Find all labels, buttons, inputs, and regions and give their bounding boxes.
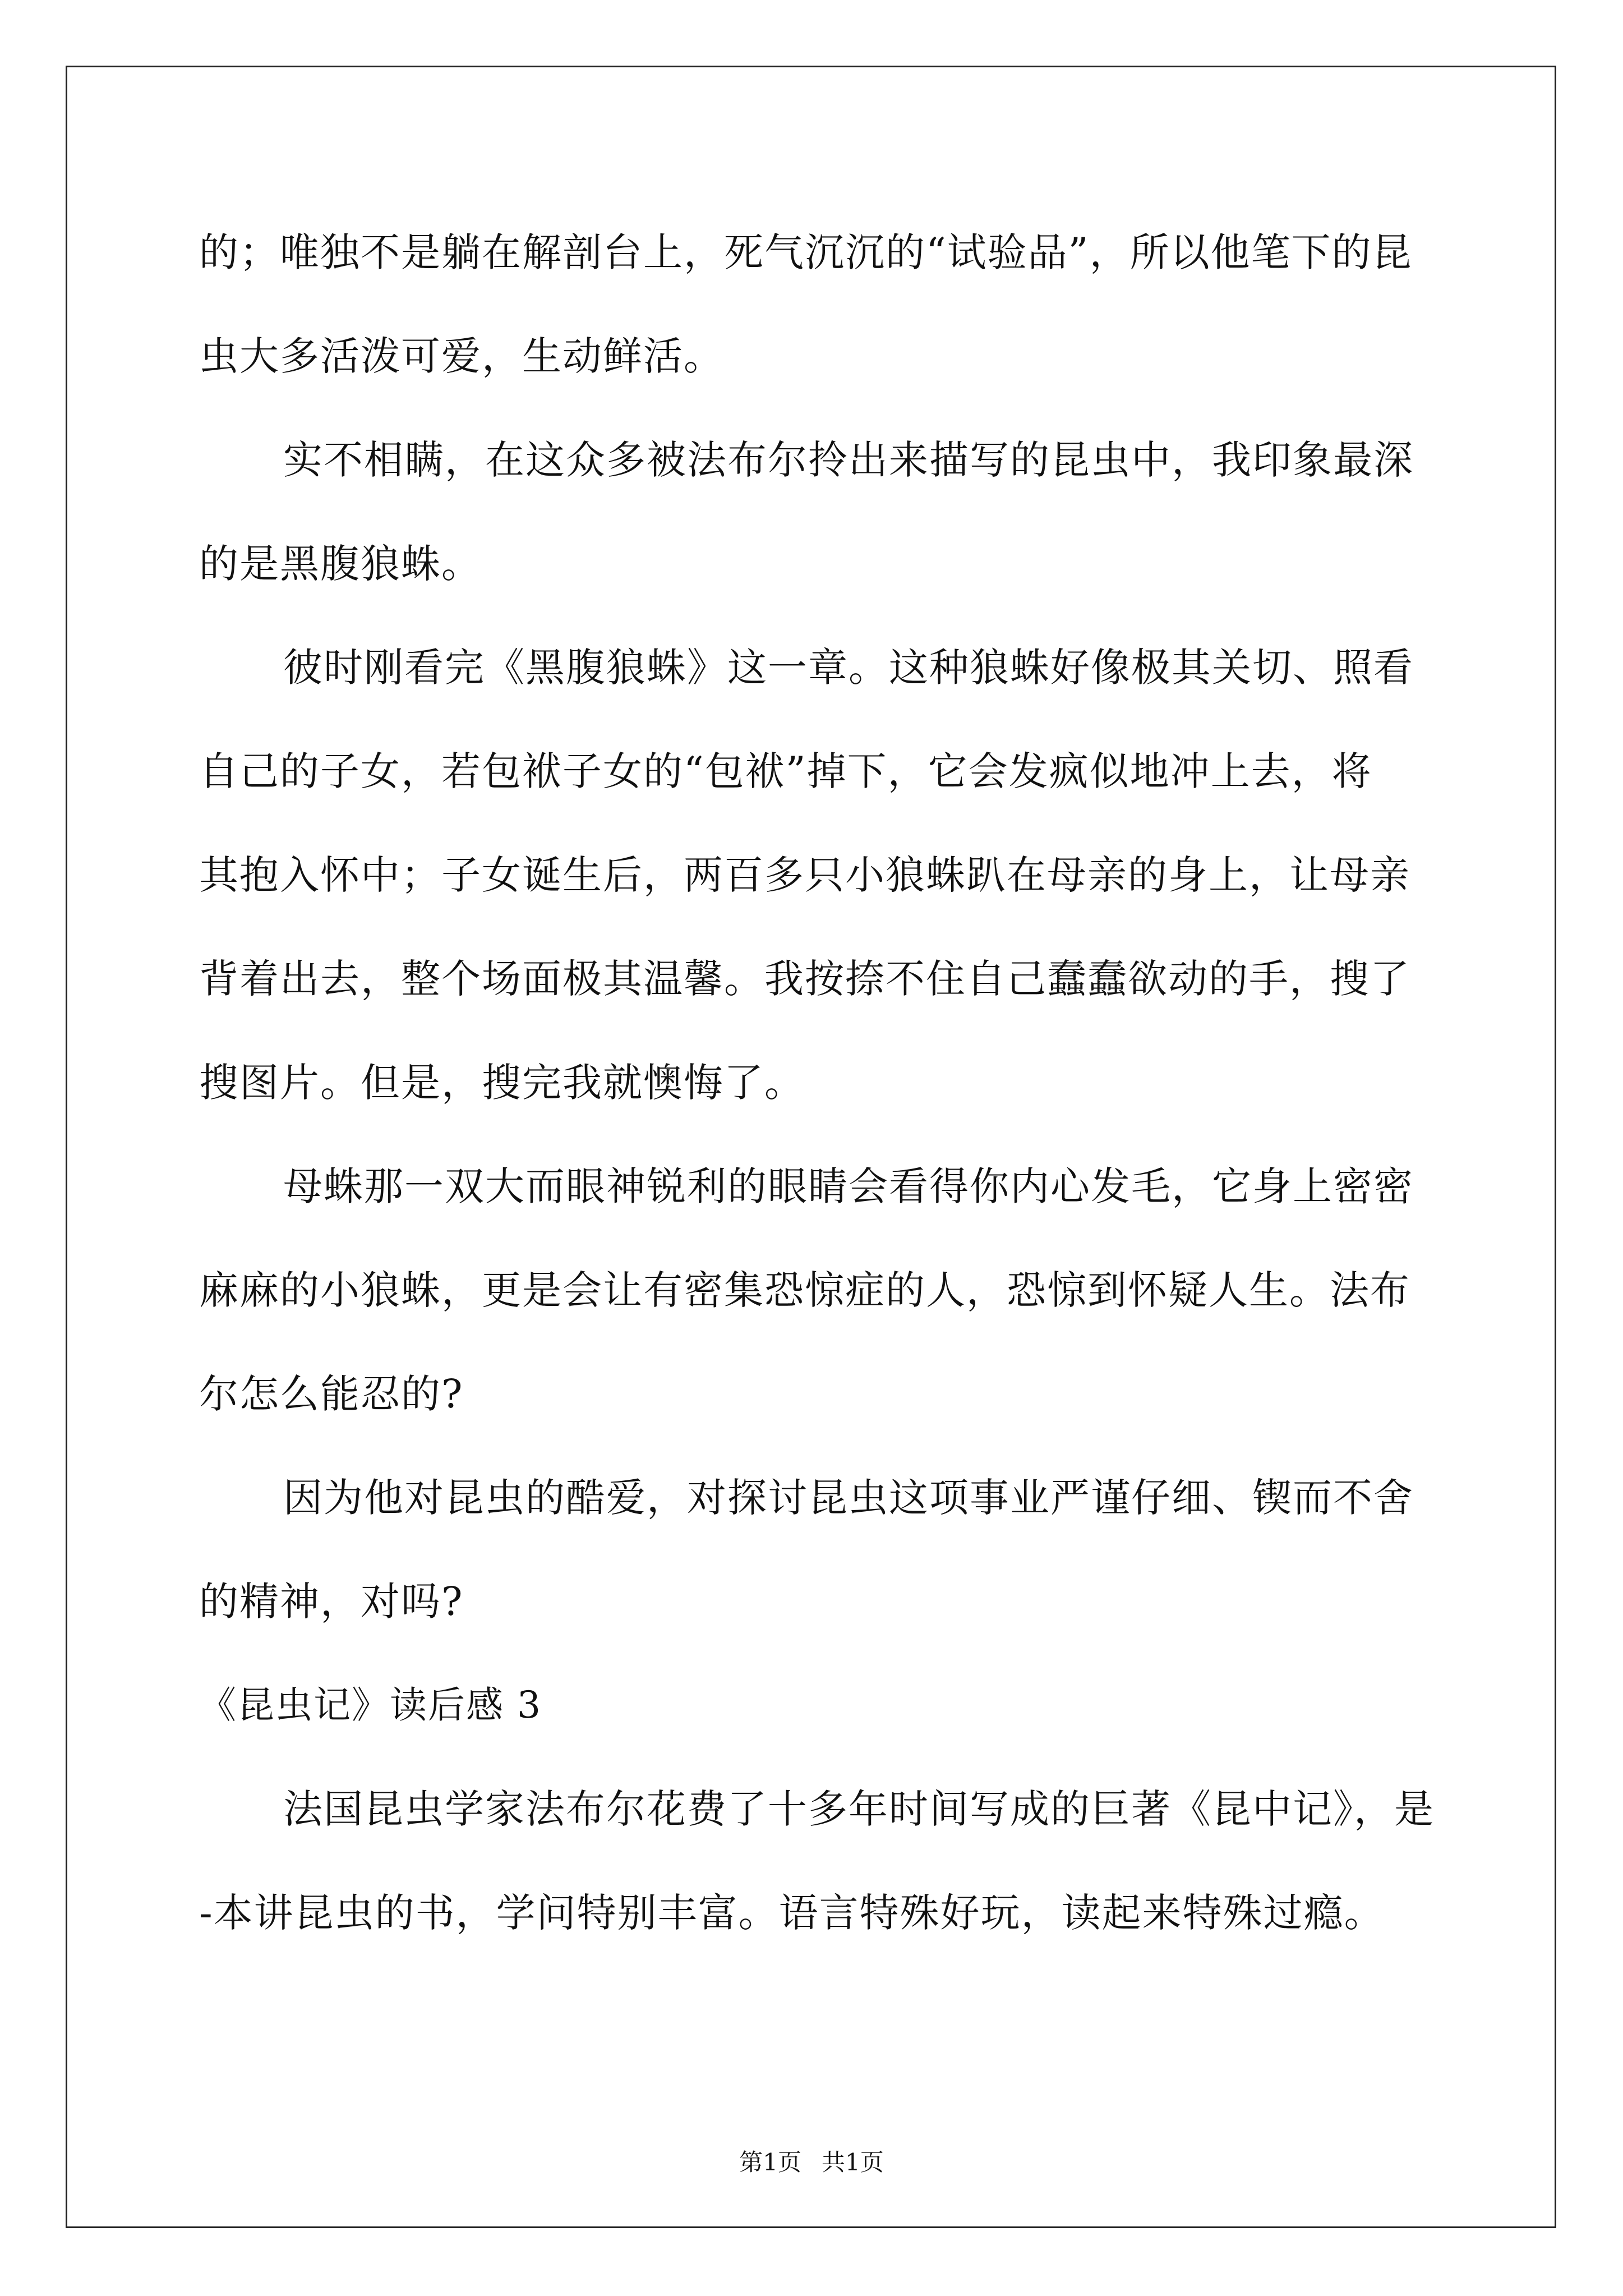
page-total: 共1页 xyxy=(822,2148,884,2176)
text-line: 麻麻的小狼蛛，更是会让有密集恐惊症的人，恐惊到怀疑人生。法布 xyxy=(199,1267,1410,1313)
text-line: 搜图片。但是，搜完我就懊悔了。 xyxy=(199,1060,805,1106)
text-line: 其抱入怀中；子女诞生后，两百多只小狼蛛趴在母亲的身上，让母亲 xyxy=(199,852,1410,898)
text-line: 的精神，对吗? xyxy=(199,1579,464,1625)
paragraph-start: 法国昆虫学家法布尔花费了十多年时间写成的巨著《昆中记》，是 xyxy=(283,1786,1435,1832)
paragraph-start: 母蛛那一双大而眼神锐利的眼睛会看得你内心发毛，它身上密密 xyxy=(283,1163,1414,1209)
text-line: 虫大多活泼可爱，生动鲜活。 xyxy=(199,333,724,379)
text-line: 背着出去，整个场面极其温馨。我按捺不住自己蠢蠢欲动的手，搜了 xyxy=(199,956,1410,1002)
page-footer xyxy=(0,2146,1623,2179)
text-line: 自己的子女，若包袱子女的“包袱”掉下，它会发疯似地冲上去，将 xyxy=(199,748,1372,794)
text-line: 的；唯独不是躺在解剖台上，死气沉沉的“试验品”，所以他笔下的昆 xyxy=(199,229,1413,275)
document-body xyxy=(199,213,1433,1977)
paragraph-start: 实不相瞒，在这众多被法布尔拎出来描写的昆虫中，我印象最深 xyxy=(283,437,1414,483)
section-heading: 《昆虫记》读后感 3 xyxy=(199,1683,542,1727)
page-number: 第1页 xyxy=(739,2148,801,2176)
paragraph-start: 因为他对昆虫的酷爱，对探讨昆虫这项事业严谨仔细、锲而不舍 xyxy=(283,1475,1414,1521)
text-line: 尔怎么能忍的? xyxy=(199,1371,464,1417)
text-line: -本讲昆虫的书，学问特别丰富。语言特殊好玩，读起来特殊过瘾。 xyxy=(199,1890,1385,1936)
paragraph-start: 彼时刚看完《黑腹狼蛛》这一章。这种狼蛛好像极其关切、照看 xyxy=(283,645,1414,691)
text-line: 的是黑腹狼蛛。 xyxy=(199,541,482,587)
